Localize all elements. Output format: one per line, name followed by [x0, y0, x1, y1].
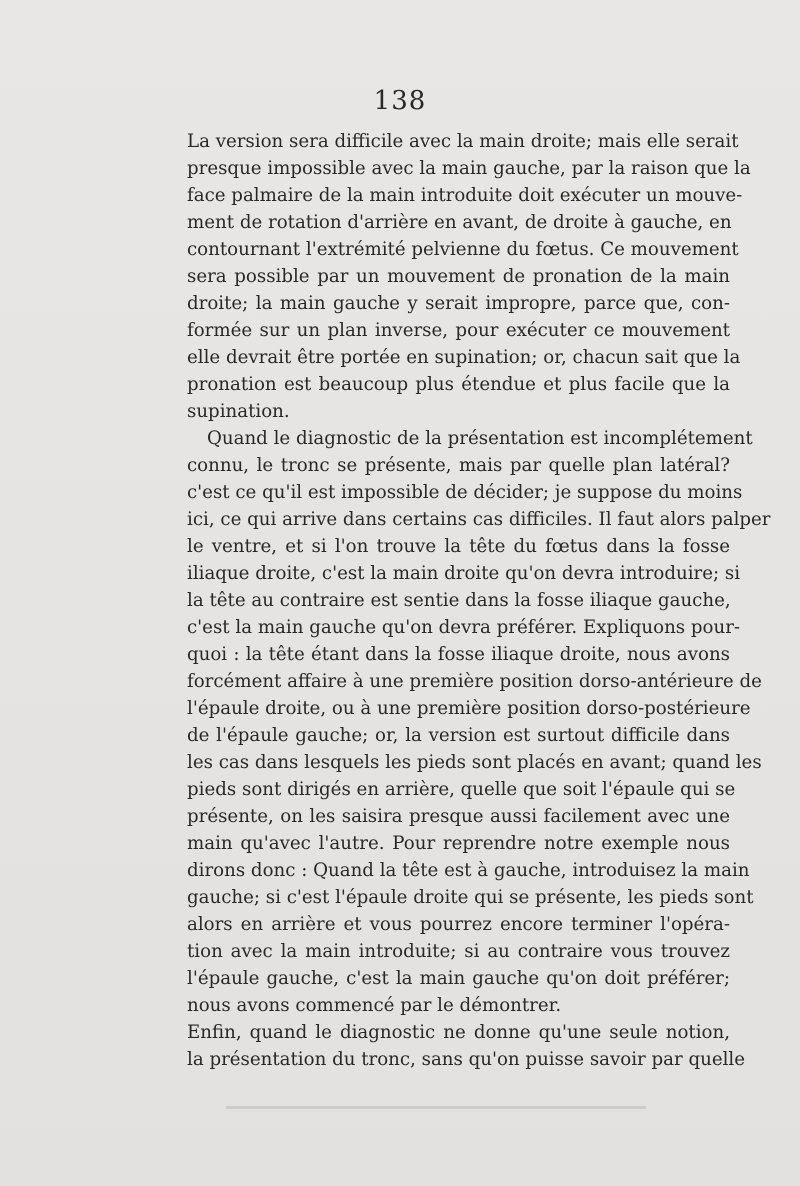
- text-line: pieds sont dirigés en arrière, quelle que soit l'épaule qui se: [187, 779, 736, 800]
- text-line: iliaque droite, c'est la main droite qu'on devra introduire; si: [187, 563, 741, 584]
- text-line: ment de rotation d'arrière en avant, de droite à gauche, en: [187, 212, 732, 233]
- text-line: dirons donc : Quand la tête est à gauche, introduisez la main: [187, 860, 750, 881]
- text-line: c'est la main gauche qu'on devra préférer. Expliquons pour-: [187, 617, 741, 638]
- text-line: alors en arrière et vous pourrez encore terminer l'opéra-: [187, 914, 730, 935]
- text-line: le ventre, et si l'on trouve la tête du fœtus dans la fosse: [187, 536, 730, 557]
- text-line: presque impossible avec la main gauche, par la raison que la: [187, 158, 751, 179]
- text-line: de l'épaule gauche; or, la version est surtout difficile dans: [187, 725, 730, 746]
- text-line: face palmaire de la main introduite doit exécuter un mouve-: [187, 185, 743, 206]
- text-line: présente, on les saisira presque aussi facilement avec une: [187, 806, 730, 827]
- text-line: quoi : la tête étant dans la fosse iliaque droite, nous avons: [187, 644, 730, 665]
- body-text: [187, 128, 771, 1073]
- text-line: gauche; si c'est l'épaule droite qui se présente, les pieds sont: [187, 887, 754, 908]
- text-line-paragraph-end: supination.: [187, 401, 290, 422]
- text-line: l'épaule droite, ou à une première position dorso-postérieure: [187, 698, 751, 719]
- page-number: 138: [373, 86, 427, 116]
- text-line: les cas dans lesquels les pieds sont placés en avant; quand les: [187, 752, 762, 773]
- text-line: elle devrait être portée en supination; or, chacun sait que la: [187, 347, 741, 368]
- text-line: forcément affaire à une première position dorso-antérieure de: [187, 671, 762, 692]
- text-line: c'est ce qu'il est impossible de décider; je suppose du moins: [187, 482, 743, 503]
- text-line: contournant l'extrémité pelvienne du fœtus. Ce mouvement: [187, 239, 739, 260]
- text-line: droite; la main gauche y serait impropre, parce que, con-: [187, 293, 730, 314]
- text-line: l'épaule gauche, c'est la main gauche qu'on doit préférer;: [187, 968, 730, 989]
- text-line-paragraph-start: Quand le diagnostic de la présentation est incomplétement: [207, 428, 753, 449]
- text-line: ici, ce qui arrive dans certains cas difficiles. Il faut alors palper: [187, 509, 771, 530]
- text-line: connu, le tronc se présente, mais par quelle plan latéral?: [187, 455, 730, 476]
- text-line: main qu'avec l'autre. Pour reprendre notre exemple nous: [187, 833, 730, 854]
- text-line: La version sera difficile avec la main droite; mais elle serait: [187, 131, 739, 152]
- text-line: sera possible par un mouvement de pronation de la main: [187, 266, 730, 287]
- text-line: la présentation du tronc, sans qu'on puisse savoir par quelle: [187, 1049, 745, 1070]
- text-line-paragraph-start: Enfin, quand le diagnostic ne donne qu'une seule notion,: [187, 1022, 730, 1043]
- bleed-through-marks: [226, 1096, 646, 1126]
- text-line: formée sur un plan inverse, pour exécuter ce mouvement: [187, 320, 730, 341]
- text-line-paragraph-end: nous avons commencé par le démontrer.: [187, 995, 562, 1016]
- text-line: la tête au contraire est sentie dans la fosse iliaque gauche,: [187, 590, 731, 611]
- text-line: tion avec la main introduite; si au contraire vous trouvez: [187, 941, 730, 962]
- text-line: pronation est beaucoup plus étendue et plus facile que la: [187, 374, 730, 395]
